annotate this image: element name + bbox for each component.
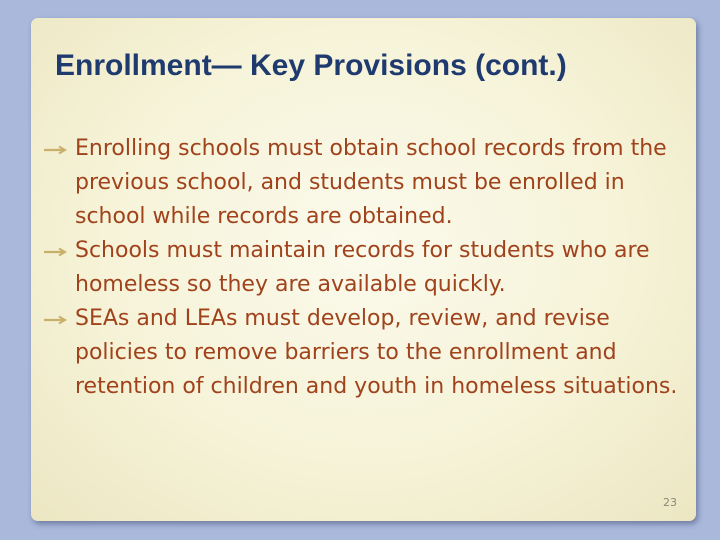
dash-arrow-bullet-icon [43, 247, 67, 257]
bullet-text: Enrolling schools must obtain school records from the previous school, and students must be enrolled in school while records are obtained. [75, 136, 667, 229]
dash-arrow-bullet-icon [43, 145, 67, 155]
bullet-text: SEAs and LEAs must develop, review, and revise policies to remove barriers to the enrollment and retention of children and youth in homeless situations. [75, 306, 678, 399]
bullet-item [41, 132, 681, 234]
slide-card [31, 18, 696, 521]
slide-title: Enrollment— Key Provisions (cont.) [55, 49, 567, 82]
bullet-text: Schools must maintain records for students who are homeless so they are available quickly. [75, 238, 650, 297]
dash-arrow-bullet-icon [43, 315, 67, 325]
bullet-item [41, 302, 681, 404]
slide-number: 23 [663, 496, 677, 509]
bullet-item [41, 234, 681, 302]
bullet-list [41, 132, 681, 404]
